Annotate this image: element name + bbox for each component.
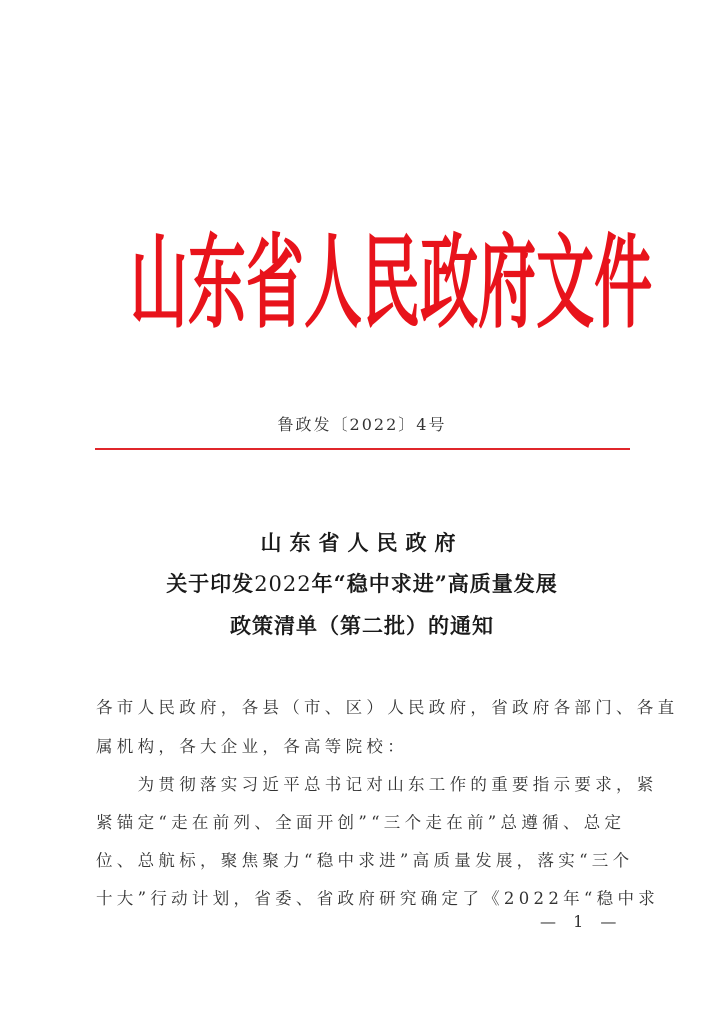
page-number: — 1 — bbox=[540, 912, 623, 931]
title-year: 2022 bbox=[254, 572, 312, 596]
red-divider bbox=[95, 448, 630, 450]
body-line: 各市人民政府，各县（市、区）人民政府，省政府各部门、各直 bbox=[96, 698, 679, 717]
body-line: 位、总航标，聚焦聚力“稳中求进”高质量发展，落实“三个 bbox=[96, 851, 634, 870]
body-line: 紧锚定“走在前列、全面开创”“三个走在前”总遵循、总定 bbox=[96, 813, 626, 832]
document-number: 鲁政发〔2022〕4号 bbox=[277, 415, 447, 434]
body-line: 为贯彻落实习近平总书记对山东工作的重要指示要求，紧 bbox=[96, 775, 658, 794]
body-line: 十大”行动计划，省委、省政府研究确定了《2022年“稳中求 bbox=[96, 889, 660, 908]
masthead-char: 省 bbox=[246, 223, 305, 343]
masthead-char: 政 bbox=[420, 223, 479, 343]
masthead-char: 人 bbox=[304, 223, 363, 343]
title-line-2-suffix: 年“稳中求进”高质量发展 bbox=[311, 571, 558, 596]
title-line-2 bbox=[0, 568, 724, 598]
masthead-char: 山 bbox=[130, 223, 189, 343]
masthead-char: 东 bbox=[188, 223, 247, 343]
title-line-3: 政策清单（第二批）的通知 bbox=[230, 613, 494, 638]
body-line: 属机构，各大企业，各高等院校： bbox=[96, 737, 408, 756]
title-line-2-prefix: 关于印发 bbox=[166, 571, 255, 596]
masthead-char: 文 bbox=[536, 223, 595, 343]
masthead-title bbox=[130, 223, 653, 343]
masthead-char: 民 bbox=[362, 223, 421, 343]
masthead-char: 件 bbox=[594, 223, 653, 343]
title-line-1: 山东省人民政府 bbox=[260, 530, 464, 555]
masthead-char: 府 bbox=[478, 223, 537, 343]
